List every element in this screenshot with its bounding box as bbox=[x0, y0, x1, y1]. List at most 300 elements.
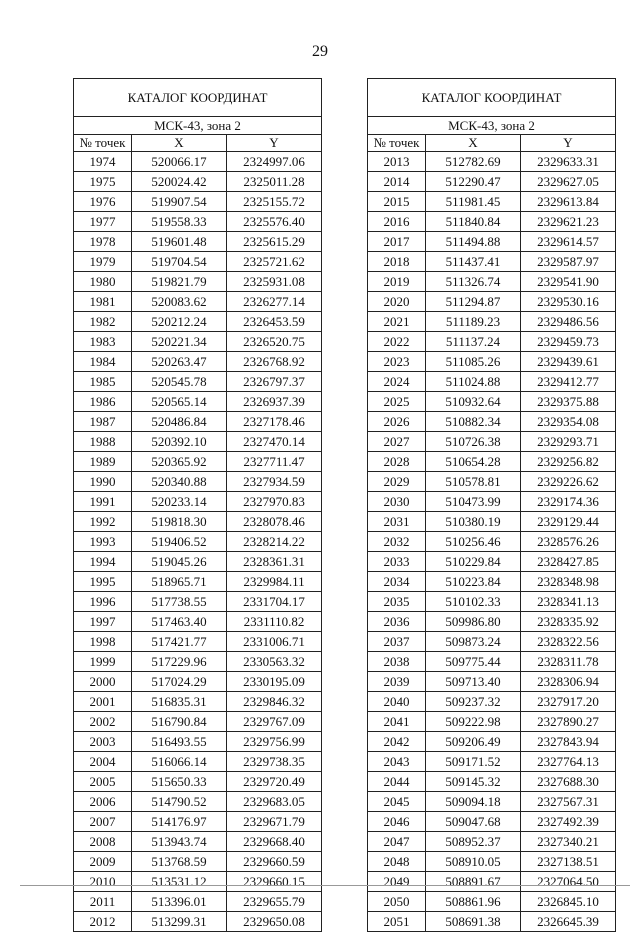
x-coordinate-cell: 519045.26 bbox=[132, 552, 227, 572]
y-coordinate-cell: 2325155.72 bbox=[227, 192, 322, 212]
table-row bbox=[74, 632, 322, 652]
point-number-cell: 2023 bbox=[368, 352, 426, 372]
table-row bbox=[74, 152, 322, 172]
y-coordinate-cell: 2325011.28 bbox=[227, 172, 322, 192]
point-number-cell: 2051 bbox=[368, 912, 426, 932]
table-row bbox=[74, 552, 322, 572]
point-number-cell: 2028 bbox=[368, 452, 426, 472]
point-number-cell: 2030 bbox=[368, 492, 426, 512]
table-row bbox=[368, 472, 616, 492]
y-coordinate-cell: 2329256.82 bbox=[521, 452, 616, 472]
point-number-cell: 1998 bbox=[74, 632, 132, 652]
table-row bbox=[74, 492, 322, 512]
x-coordinate-cell: 511189.23 bbox=[426, 312, 521, 332]
point-number-cell: 2042 bbox=[368, 732, 426, 752]
point-number-cell: 2003 bbox=[74, 732, 132, 752]
y-coordinate-cell: 2328322.56 bbox=[521, 632, 616, 652]
table-row bbox=[368, 672, 616, 692]
y-coordinate-cell: 2329226.62 bbox=[521, 472, 616, 492]
point-number-cell: 2038 bbox=[368, 652, 426, 672]
point-number-cell: 2047 bbox=[368, 832, 426, 852]
column-header-point: № точек bbox=[368, 135, 426, 152]
table-row bbox=[368, 612, 616, 632]
y-coordinate-cell: 2326797.37 bbox=[227, 372, 322, 392]
y-coordinate-cell: 2327064.50 bbox=[521, 872, 616, 892]
point-number-cell: 1992 bbox=[74, 512, 132, 532]
point-number-cell: 1980 bbox=[74, 272, 132, 292]
column-header-x: X bbox=[426, 135, 521, 152]
table-row bbox=[74, 832, 322, 852]
table-row bbox=[368, 452, 616, 472]
y-coordinate-cell: 2329627.05 bbox=[521, 172, 616, 192]
column-header-x: X bbox=[132, 135, 227, 152]
x-coordinate-cell: 511494.88 bbox=[426, 232, 521, 252]
table-row bbox=[74, 592, 322, 612]
x-coordinate-cell: 509047.68 bbox=[426, 812, 521, 832]
point-number-cell: 2004 bbox=[74, 752, 132, 772]
y-coordinate-cell: 2330195.09 bbox=[227, 672, 322, 692]
y-coordinate-cell: 2329660.59 bbox=[227, 852, 322, 872]
y-coordinate-cell: 2331110.82 bbox=[227, 612, 322, 632]
x-coordinate-cell: 520263.47 bbox=[132, 352, 227, 372]
point-number-cell: 2029 bbox=[368, 472, 426, 492]
point-number-cell: 2016 bbox=[368, 212, 426, 232]
table-row bbox=[368, 332, 616, 352]
table-row bbox=[368, 772, 616, 792]
x-coordinate-cell: 510229.84 bbox=[426, 552, 521, 572]
y-coordinate-cell: 2329738.35 bbox=[227, 752, 322, 772]
point-number-cell: 2050 bbox=[368, 892, 426, 912]
point-number-cell: 2005 bbox=[74, 772, 132, 792]
y-coordinate-cell: 2329621.23 bbox=[521, 212, 616, 232]
x-coordinate-cell: 512290.47 bbox=[426, 172, 521, 192]
table-row bbox=[368, 292, 616, 312]
point-number-cell: 2048 bbox=[368, 852, 426, 872]
x-coordinate-cell: 519821.79 bbox=[132, 272, 227, 292]
y-coordinate-cell: 2328306.94 bbox=[521, 672, 616, 692]
x-coordinate-cell: 516066.14 bbox=[132, 752, 227, 772]
point-number-cell: 2009 bbox=[74, 852, 132, 872]
y-coordinate-cell: 2326277.14 bbox=[227, 292, 322, 312]
x-coordinate-cell: 509171.52 bbox=[426, 752, 521, 772]
x-coordinate-cell: 520545.78 bbox=[132, 372, 227, 392]
table-row bbox=[74, 812, 322, 832]
table-row bbox=[368, 512, 616, 532]
point-number-cell: 1985 bbox=[74, 372, 132, 392]
point-number-cell: 1978 bbox=[74, 232, 132, 252]
point-number-cell: 1995 bbox=[74, 572, 132, 592]
x-coordinate-cell: 519558.33 bbox=[132, 212, 227, 232]
x-coordinate-cell: 520486.84 bbox=[132, 412, 227, 432]
x-coordinate-cell: 519818.30 bbox=[132, 512, 227, 532]
table-row bbox=[368, 752, 616, 772]
x-coordinate-cell: 517229.96 bbox=[132, 652, 227, 672]
y-coordinate-cell: 2328335.92 bbox=[521, 612, 616, 632]
y-coordinate-cell: 2329412.77 bbox=[521, 372, 616, 392]
table-row bbox=[74, 392, 322, 412]
table-row bbox=[368, 392, 616, 412]
y-coordinate-cell: 2329767.09 bbox=[227, 712, 322, 732]
x-coordinate-cell: 519601.48 bbox=[132, 232, 227, 252]
point-number-cell: 2017 bbox=[368, 232, 426, 252]
x-coordinate-cell: 516835.31 bbox=[132, 692, 227, 712]
x-coordinate-cell: 510473.99 bbox=[426, 492, 521, 512]
x-coordinate-cell: 511981.45 bbox=[426, 192, 521, 212]
point-number-cell: 2006 bbox=[74, 792, 132, 812]
x-coordinate-cell: 512782.69 bbox=[426, 152, 521, 172]
point-number-cell: 1982 bbox=[74, 312, 132, 332]
table-row bbox=[74, 432, 322, 452]
x-coordinate-cell: 509094.18 bbox=[426, 792, 521, 812]
y-coordinate-cell: 2329587.97 bbox=[521, 252, 616, 272]
y-coordinate-cell: 2326520.75 bbox=[227, 332, 322, 352]
table-row bbox=[368, 232, 616, 252]
y-coordinate-cell: 2329486.56 bbox=[521, 312, 616, 332]
table-row bbox=[368, 832, 616, 852]
x-coordinate-cell: 510256.46 bbox=[426, 532, 521, 552]
y-coordinate-cell: 2331704.17 bbox=[227, 592, 322, 612]
x-coordinate-cell: 517463.40 bbox=[132, 612, 227, 632]
y-coordinate-cell: 2325721.62 bbox=[227, 252, 322, 272]
point-number-cell: 1997 bbox=[74, 612, 132, 632]
x-coordinate-cell: 509222.98 bbox=[426, 712, 521, 732]
table-row bbox=[368, 272, 616, 292]
point-number-cell: 2013 bbox=[368, 152, 426, 172]
y-coordinate-cell: 2324997.06 bbox=[227, 152, 322, 172]
y-coordinate-cell: 2327567.31 bbox=[521, 792, 616, 812]
coordinate-table-right bbox=[367, 78, 616, 932]
y-coordinate-cell: 2329984.11 bbox=[227, 572, 322, 592]
x-coordinate-cell: 517024.29 bbox=[132, 672, 227, 692]
point-number-cell: 2024 bbox=[368, 372, 426, 392]
table-row bbox=[74, 272, 322, 292]
point-number-cell: 2025 bbox=[368, 392, 426, 412]
table-row bbox=[368, 552, 616, 572]
table-row bbox=[74, 312, 322, 332]
x-coordinate-cell: 519704.54 bbox=[132, 252, 227, 272]
y-coordinate-cell: 2328576.26 bbox=[521, 532, 616, 552]
y-coordinate-cell: 2329655.79 bbox=[227, 892, 322, 912]
x-coordinate-cell: 519907.54 bbox=[132, 192, 227, 212]
table-row bbox=[74, 652, 322, 672]
y-coordinate-cell: 2329671.79 bbox=[227, 812, 322, 832]
column-header-y: Y bbox=[227, 135, 322, 152]
column-header-point: № точек bbox=[74, 135, 132, 152]
x-coordinate-cell: 510102.33 bbox=[426, 592, 521, 612]
point-number-cell: 2018 bbox=[368, 252, 426, 272]
point-number-cell: 1984 bbox=[74, 352, 132, 372]
table-row bbox=[74, 532, 322, 552]
y-coordinate-cell: 2326645.39 bbox=[521, 912, 616, 932]
point-number-cell: 2008 bbox=[74, 832, 132, 852]
x-coordinate-cell: 517738.55 bbox=[132, 592, 227, 612]
coordinate-table-left bbox=[73, 78, 322, 932]
point-number-cell: 1981 bbox=[74, 292, 132, 312]
coordinate-system: МСК-43, зона 2 bbox=[368, 117, 616, 135]
table-row bbox=[74, 612, 322, 632]
table-body-left bbox=[74, 152, 322, 932]
x-coordinate-cell: 508861.96 bbox=[426, 892, 521, 912]
point-number-cell: 1987 bbox=[74, 412, 132, 432]
point-number-cell: 1976 bbox=[74, 192, 132, 212]
x-coordinate-cell: 513943.74 bbox=[132, 832, 227, 852]
y-coordinate-cell: 2329720.49 bbox=[227, 772, 322, 792]
x-coordinate-cell: 516790.84 bbox=[132, 712, 227, 732]
x-coordinate-cell: 520024.42 bbox=[132, 172, 227, 192]
table-row bbox=[74, 512, 322, 532]
table-row bbox=[74, 572, 322, 592]
table-row bbox=[368, 692, 616, 712]
table-row bbox=[74, 892, 322, 912]
point-number-cell: 2007 bbox=[74, 812, 132, 832]
table-row bbox=[74, 472, 322, 492]
x-coordinate-cell: 510223.84 bbox=[426, 572, 521, 592]
table-row bbox=[74, 332, 322, 352]
point-number-cell: 2020 bbox=[368, 292, 426, 312]
point-number-cell: 2035 bbox=[368, 592, 426, 612]
x-coordinate-cell: 520083.62 bbox=[132, 292, 227, 312]
y-coordinate-cell: 2329660.15 bbox=[227, 872, 322, 892]
y-coordinate-cell: 2329846.32 bbox=[227, 692, 322, 712]
table-row bbox=[74, 752, 322, 772]
table-row bbox=[74, 452, 322, 472]
table-row bbox=[368, 592, 616, 612]
x-coordinate-cell: 513531.12 bbox=[132, 872, 227, 892]
point-number-cell: 2000 bbox=[74, 672, 132, 692]
point-number-cell: 2022 bbox=[368, 332, 426, 352]
x-coordinate-cell: 510380.19 bbox=[426, 512, 521, 532]
point-number-cell: 2012 bbox=[74, 912, 132, 932]
x-coordinate-cell: 519406.52 bbox=[132, 532, 227, 552]
table-row bbox=[74, 352, 322, 372]
table-row bbox=[74, 872, 322, 892]
table-row bbox=[74, 852, 322, 872]
y-coordinate-cell: 2327470.14 bbox=[227, 432, 322, 452]
table-row bbox=[74, 172, 322, 192]
point-number-cell: 2011 bbox=[74, 892, 132, 912]
x-coordinate-cell: 510882.34 bbox=[426, 412, 521, 432]
point-number-cell: 2043 bbox=[368, 752, 426, 772]
point-number-cell: 2044 bbox=[368, 772, 426, 792]
y-coordinate-cell: 2329613.84 bbox=[521, 192, 616, 212]
table-row bbox=[368, 532, 616, 552]
x-coordinate-cell: 509775.44 bbox=[426, 652, 521, 672]
y-coordinate-cell: 2329614.57 bbox=[521, 232, 616, 252]
y-coordinate-cell: 2328361.31 bbox=[227, 552, 322, 572]
point-number-cell: 1991 bbox=[74, 492, 132, 512]
y-coordinate-cell: 2328078.46 bbox=[227, 512, 322, 532]
table-row bbox=[74, 372, 322, 392]
table-row bbox=[368, 732, 616, 752]
x-coordinate-cell: 511024.88 bbox=[426, 372, 521, 392]
table-row bbox=[368, 872, 616, 892]
point-number-cell: 1977 bbox=[74, 212, 132, 232]
y-coordinate-cell: 2328427.85 bbox=[521, 552, 616, 572]
table-row bbox=[368, 152, 616, 172]
x-coordinate-cell: 520233.14 bbox=[132, 492, 227, 512]
table-row bbox=[368, 912, 616, 932]
x-coordinate-cell: 509206.49 bbox=[426, 732, 521, 752]
table-row bbox=[74, 672, 322, 692]
x-coordinate-cell: 510726.38 bbox=[426, 432, 521, 452]
y-coordinate-cell: 2331006.71 bbox=[227, 632, 322, 652]
table-row bbox=[368, 432, 616, 452]
x-coordinate-cell: 518965.71 bbox=[132, 572, 227, 592]
column-header-y: Y bbox=[521, 135, 616, 152]
table-row bbox=[368, 412, 616, 432]
y-coordinate-cell: 2329439.61 bbox=[521, 352, 616, 372]
x-coordinate-cell: 515650.33 bbox=[132, 772, 227, 792]
page-number: 29 bbox=[312, 43, 328, 60]
catalog-title: КАТАЛОГ КООРДИНАТ bbox=[368, 79, 616, 117]
x-coordinate-cell: 509145.32 bbox=[426, 772, 521, 792]
x-coordinate-cell: 510578.81 bbox=[426, 472, 521, 492]
point-number-cell: 2046 bbox=[368, 812, 426, 832]
y-coordinate-cell: 2326845.10 bbox=[521, 892, 616, 912]
x-coordinate-cell: 511437.41 bbox=[426, 252, 521, 272]
x-coordinate-cell: 508910.05 bbox=[426, 852, 521, 872]
table-row bbox=[74, 192, 322, 212]
y-coordinate-cell: 2325615.29 bbox=[227, 232, 322, 252]
y-coordinate-cell: 2327340.21 bbox=[521, 832, 616, 852]
x-coordinate-cell: 517421.77 bbox=[132, 632, 227, 652]
y-coordinate-cell: 2329530.16 bbox=[521, 292, 616, 312]
table-row bbox=[74, 252, 322, 272]
point-number-cell: 2010 bbox=[74, 872, 132, 892]
point-number-cell: 1990 bbox=[74, 472, 132, 492]
point-number-cell: 2034 bbox=[368, 572, 426, 592]
point-number-cell: 2021 bbox=[368, 312, 426, 332]
point-number-cell: 2001 bbox=[74, 692, 132, 712]
y-coordinate-cell: 2329354.08 bbox=[521, 412, 616, 432]
table-row bbox=[74, 792, 322, 812]
y-coordinate-cell: 2326453.59 bbox=[227, 312, 322, 332]
x-coordinate-cell: 508891.67 bbox=[426, 872, 521, 892]
x-coordinate-cell: 514176.97 bbox=[132, 812, 227, 832]
y-coordinate-cell: 2327711.47 bbox=[227, 452, 322, 472]
x-coordinate-cell: 520221.34 bbox=[132, 332, 227, 352]
y-coordinate-cell: 2327843.94 bbox=[521, 732, 616, 752]
x-coordinate-cell: 508952.37 bbox=[426, 832, 521, 852]
table-row bbox=[368, 632, 616, 652]
table-row bbox=[74, 772, 322, 792]
y-coordinate-cell: 2328341.13 bbox=[521, 592, 616, 612]
x-coordinate-cell: 511294.87 bbox=[426, 292, 521, 312]
point-number-cell: 1983 bbox=[74, 332, 132, 352]
point-number-cell: 1979 bbox=[74, 252, 132, 272]
table-row bbox=[74, 232, 322, 252]
y-coordinate-cell: 2328311.78 bbox=[521, 652, 616, 672]
point-number-cell: 2036 bbox=[368, 612, 426, 632]
y-coordinate-cell: 2326937.39 bbox=[227, 392, 322, 412]
y-coordinate-cell: 2328214.22 bbox=[227, 532, 322, 552]
x-coordinate-cell: 511085.26 bbox=[426, 352, 521, 372]
table-row bbox=[74, 292, 322, 312]
point-number-cell: 2019 bbox=[368, 272, 426, 292]
table-body-right bbox=[368, 152, 616, 932]
x-coordinate-cell: 509873.24 bbox=[426, 632, 521, 652]
point-number-cell: 2041 bbox=[368, 712, 426, 732]
x-coordinate-cell: 510932.64 bbox=[426, 392, 521, 412]
point-number-cell: 2031 bbox=[368, 512, 426, 532]
point-number-cell: 2037 bbox=[368, 632, 426, 652]
y-coordinate-cell: 2329129.44 bbox=[521, 512, 616, 532]
y-coordinate-cell: 2326768.92 bbox=[227, 352, 322, 372]
x-coordinate-cell: 513299.31 bbox=[132, 912, 227, 932]
y-coordinate-cell: 2329293.71 bbox=[521, 432, 616, 452]
table-row bbox=[368, 372, 616, 392]
point-number-cell: 2002 bbox=[74, 712, 132, 732]
y-coordinate-cell: 2327917.20 bbox=[521, 692, 616, 712]
y-coordinate-cell: 2329459.73 bbox=[521, 332, 616, 352]
table-row bbox=[368, 812, 616, 832]
table-row bbox=[368, 172, 616, 192]
x-coordinate-cell: 516493.55 bbox=[132, 732, 227, 752]
y-coordinate-cell: 2327492.39 bbox=[521, 812, 616, 832]
point-number-cell: 2015 bbox=[368, 192, 426, 212]
point-number-cell: 2039 bbox=[368, 672, 426, 692]
table-row bbox=[368, 892, 616, 912]
table-row bbox=[368, 852, 616, 872]
y-coordinate-cell: 2330563.32 bbox=[227, 652, 322, 672]
y-coordinate-cell: 2325931.08 bbox=[227, 272, 322, 292]
y-coordinate-cell: 2327890.27 bbox=[521, 712, 616, 732]
x-coordinate-cell: 520392.10 bbox=[132, 432, 227, 452]
point-number-cell: 1999 bbox=[74, 652, 132, 672]
y-coordinate-cell: 2327138.51 bbox=[521, 852, 616, 872]
y-coordinate-cell: 2329668.40 bbox=[227, 832, 322, 852]
table-row bbox=[368, 492, 616, 512]
y-coordinate-cell: 2329633.31 bbox=[521, 152, 616, 172]
x-coordinate-cell: 508691.38 bbox=[426, 912, 521, 932]
y-coordinate-cell: 2329541.90 bbox=[521, 272, 616, 292]
point-number-cell: 1993 bbox=[74, 532, 132, 552]
x-coordinate-cell: 520340.88 bbox=[132, 472, 227, 492]
y-coordinate-cell: 2327178.46 bbox=[227, 412, 322, 432]
x-coordinate-cell: 520066.17 bbox=[132, 152, 227, 172]
table-row bbox=[368, 652, 616, 672]
point-number-cell: 2026 bbox=[368, 412, 426, 432]
x-coordinate-cell: 510654.28 bbox=[426, 452, 521, 472]
point-number-cell: 1988 bbox=[74, 432, 132, 452]
x-coordinate-cell: 520365.92 bbox=[132, 452, 227, 472]
catalog-title: КАТАЛОГ КООРДИНАТ bbox=[74, 79, 322, 117]
table-row bbox=[368, 572, 616, 592]
table-row bbox=[74, 212, 322, 232]
x-coordinate-cell: 509986.80 bbox=[426, 612, 521, 632]
y-coordinate-cell: 2328348.98 bbox=[521, 572, 616, 592]
table-row bbox=[368, 212, 616, 232]
x-coordinate-cell: 509237.32 bbox=[426, 692, 521, 712]
x-coordinate-cell: 511137.24 bbox=[426, 332, 521, 352]
y-coordinate-cell: 2327970.83 bbox=[227, 492, 322, 512]
y-coordinate-cell: 2329650.08 bbox=[227, 912, 322, 932]
page-bottom-divider bbox=[20, 885, 630, 886]
point-number-cell: 2033 bbox=[368, 552, 426, 572]
x-coordinate-cell: 513768.59 bbox=[132, 852, 227, 872]
y-coordinate-cell: 2329683.05 bbox=[227, 792, 322, 812]
x-coordinate-cell: 509713.40 bbox=[426, 672, 521, 692]
y-coordinate-cell: 2329756.99 bbox=[227, 732, 322, 752]
x-coordinate-cell: 514790.52 bbox=[132, 792, 227, 812]
point-number-cell: 2014 bbox=[368, 172, 426, 192]
table-row bbox=[74, 732, 322, 752]
table-row bbox=[368, 352, 616, 372]
point-number-cell: 1996 bbox=[74, 592, 132, 612]
table-row bbox=[368, 792, 616, 812]
x-coordinate-cell: 520212.24 bbox=[132, 312, 227, 332]
table-row bbox=[74, 712, 322, 732]
